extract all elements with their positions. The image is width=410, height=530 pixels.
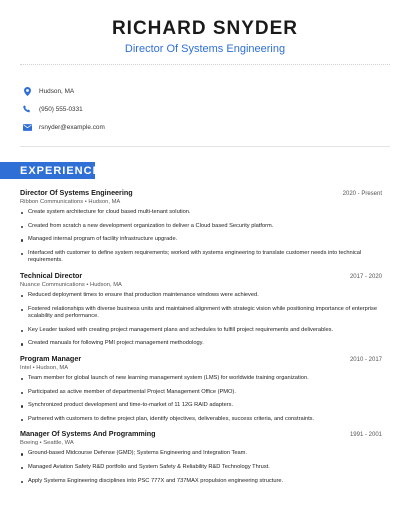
job-bullet: Managed internal program of facility infrastructure upgrade. (20, 236, 382, 244)
email-icon (22, 122, 32, 132)
contact-phone-text: (950) 555-0331 (39, 105, 83, 113)
phone-icon (22, 104, 32, 114)
job-dates: 2017 - 2020 (349, 273, 382, 280)
job-title: Technical Director (20, 270, 83, 280)
contact-phone (22, 100, 83, 118)
job-bullet: Participated as active member of departmental Project Management Office (PMO). (20, 389, 382, 397)
resume-header (0, 0, 410, 56)
job-bullet: Created manuals for following PMI project management methodology. (20, 340, 382, 348)
experience-section-heading: EXPERIENCE (0, 162, 95, 179)
contact-divider (20, 146, 390, 147)
job-bullet: Synchronized product development and time-to-market of 11 12G RAID adapters. (20, 402, 382, 410)
job-bullet: Create system architecture for cloud based multi-tenant solution. (20, 209, 382, 217)
job-bullet: Partnered with customers to define project plan, identify objectives, deliverables, success criteria, and constraints. (20, 416, 382, 424)
contact-location (22, 82, 74, 100)
job-title: Program Manager (20, 353, 82, 363)
job-bullet: Managed Aviation Safety R&D portfolio and System Safety & Reliability R&D Technology Thrust. (20, 464, 382, 472)
location-pin-icon (22, 86, 32, 96)
job-dates: 1991 - 2001 (349, 432, 382, 439)
header-divider (20, 64, 390, 65)
job-company: Intel • Hudson, MA (20, 364, 69, 371)
job-bullet: Apply Systems Engineering disciplines into PSC 777X and 737MAX propulsion engineering structure. (20, 478, 382, 486)
job-company: Ribbon Communications • Hudson, MA (20, 199, 121, 205)
contact-location-text: Hudson, MA (39, 87, 75, 95)
job-bullet: Ground-based Midcourse Defense (GMD); Systems Engineering and Integration Team. (20, 450, 382, 458)
job-entry (20, 354, 382, 423)
job-bullet: Key Leader tasked with creating project management plans and schedules to fulfill project requirements and deliverables. (20, 327, 382, 335)
job-bullet: Team member for global launch of new learning management system (LMS) for worldwide training organization. (20, 375, 382, 383)
job-title: Director Of Systems Engineering (20, 188, 133, 197)
job-bullet: Reduced deployment times to ensure that production maintenance windows were achieved. (20, 292, 382, 300)
job-bullet: Created from scratch a new development organization to deliver a Cloud based Security platform. (20, 223, 382, 231)
experience-list (20, 188, 382, 491)
job-dates: 2020 - Present (342, 191, 382, 197)
contact-email-text: rsnyder@example.com (39, 123, 105, 131)
job-entry (20, 271, 382, 348)
candidate-name: RICHARD SNYDER (111, 18, 299, 39)
job-dates: 2010 - 2017 (349, 356, 382, 363)
job-bullet: Interfaced with customer to define system requirements; worked with systems engineering to translate customer needs into technical requirements. (20, 250, 382, 265)
job-entry (20, 429, 382, 485)
candidate-title: Director Of Systems Engineering (124, 43, 286, 55)
job-company: Nuance Communications • Hudson, MA (20, 281, 122, 288)
job-company: Boeing • Seattle, WA (20, 440, 74, 447)
job-bullet: Fostered relationships with diverse business units and maintained alignment with strategic vision while positioning importance of enterprise scalability and performance. (20, 306, 382, 321)
job-title: Manager Of Systems And Programming (20, 429, 156, 439)
contact-email (22, 118, 105, 136)
job-entry (20, 188, 382, 265)
